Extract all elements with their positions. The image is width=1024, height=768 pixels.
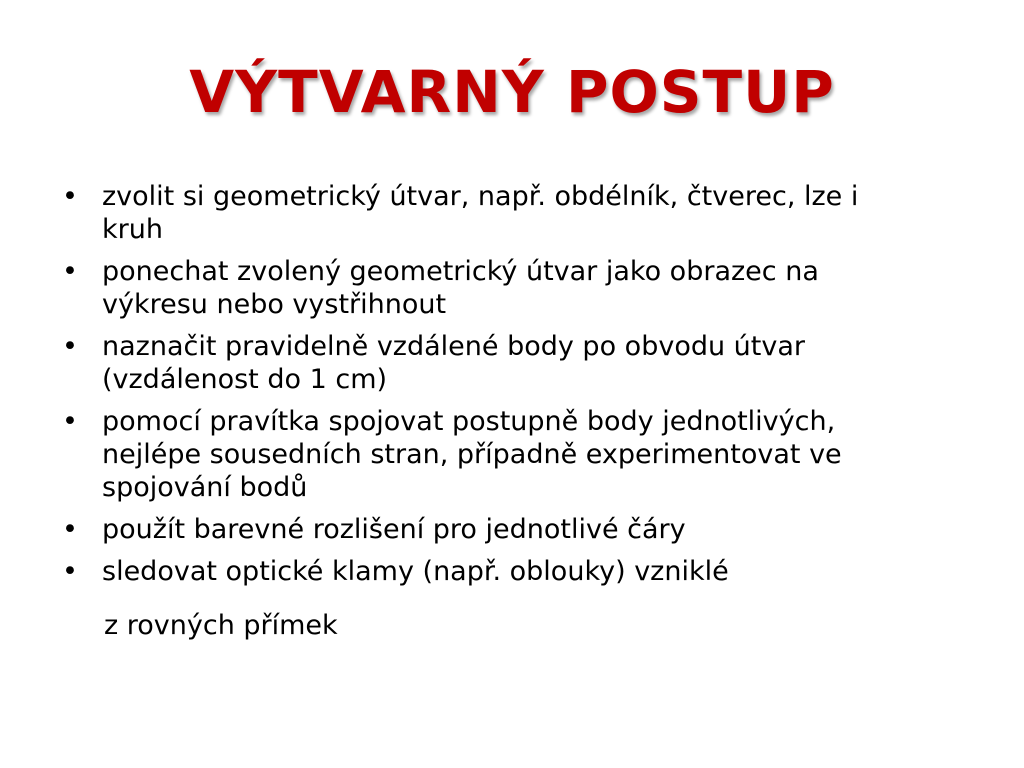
bullet-icon: • (62, 331, 78, 362)
bullet-icon: • (62, 556, 78, 587)
bullet-list (60, 180, 920, 597)
bullet-item (60, 405, 920, 504)
slide-title: VÝTVARNÝ POSTUP (189, 58, 835, 126)
bullet-icon: • (62, 256, 78, 287)
bullet-text: použít barevné rozlišení pro jednotlivé čáry (102, 514, 686, 545)
bullet-item (60, 513, 920, 546)
bullet-icon: • (62, 514, 78, 545)
bullet-text: ponechat zvolený geometrický útvar jako obrazec na výkresu nebo vystřihnout (102, 256, 819, 320)
bullet-continuation: z rovných přímek (104, 610, 338, 641)
bullet-text: zvolit si geometrický útvar, např. obdélník, čtverec, lze i kruh (102, 181, 859, 245)
bullet-item (60, 180, 920, 246)
bullet-item (60, 555, 920, 588)
bullet-item (60, 330, 920, 396)
bullet-text: pomocí pravítka spojovat postupně body jednotlivých, nejlépe sousedních stran, případně experimentovat ve spojování bodů (102, 406, 842, 503)
bullet-item (60, 255, 920, 321)
bullet-icon: • (62, 181, 78, 212)
bullet-text: sledovat optické klamy (např. oblouky) vzniklé (102, 556, 729, 587)
bullet-icon: • (62, 406, 78, 437)
bullet-text: naznačit pravidelně vzdálené body po obvodu útvar (vzdálenost do 1 cm) (102, 331, 805, 395)
